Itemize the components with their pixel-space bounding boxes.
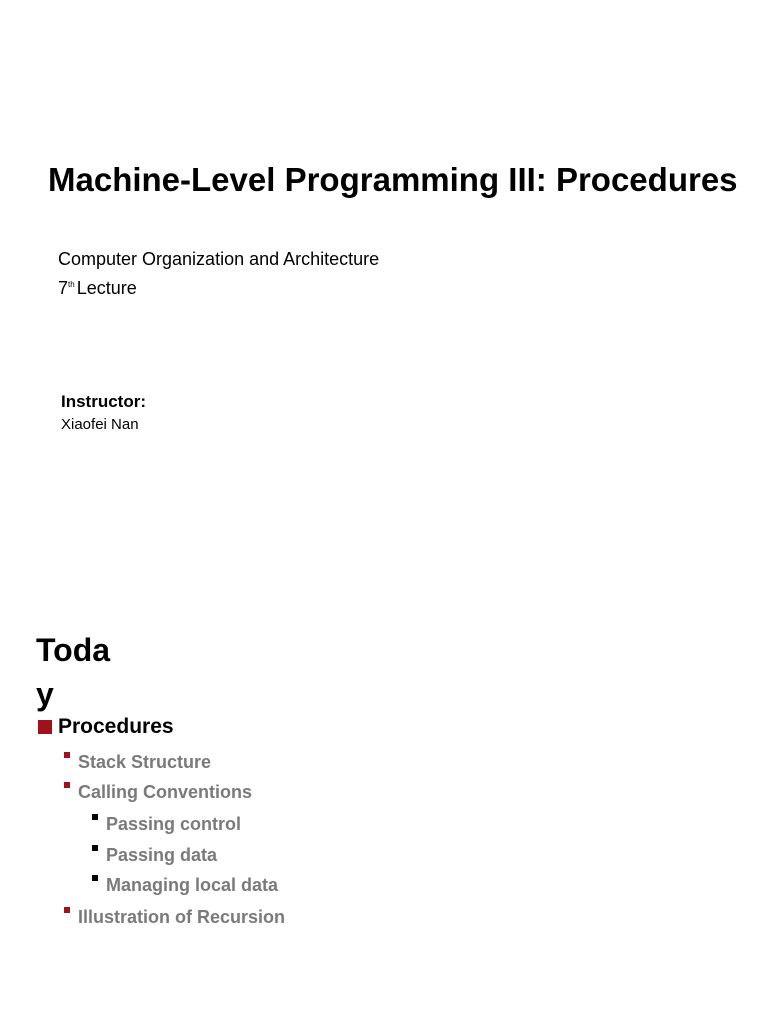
outline-item-calling-conventions <box>64 781 252 803</box>
outline-subitem-managing-local-data <box>92 874 278 896</box>
subtitle-block <box>58 246 379 301</box>
outline-item-illustration-of-recursion <box>64 906 285 928</box>
lecture-line <box>58 272 379 301</box>
instructor-name: Xiaofei Nan <box>61 416 139 433</box>
square-bullet-icon <box>64 907 70 913</box>
course-name: Computer Organization and Architecture <box>58 249 380 269</box>
outline-section <box>38 713 174 741</box>
square-bullet-icon <box>64 782 70 788</box>
outline-subitem-passing-data <box>92 844 217 866</box>
lecture-number: 7 <box>58 278 69 298</box>
square-bullet-icon <box>92 875 98 881</box>
outline-subitem-label: Passing data <box>106 845 218 865</box>
square-bullet-icon <box>92 845 98 851</box>
square-bullet-icon <box>64 752 70 758</box>
outline-item-label: Stack Structure <box>78 752 212 772</box>
outline-subitem-label: Managing local data <box>106 875 279 895</box>
lecture-word: Lecture <box>76 278 137 298</box>
lecture-ordinal-suffix: th <box>68 280 75 289</box>
outline-section-label: Procedures <box>58 715 174 738</box>
instructor-label: Instructor: <box>61 392 146 411</box>
outline-item-stack-structure <box>64 751 211 773</box>
square-bullet-icon <box>92 814 98 820</box>
slide-title: Machine-Level Programming III: Procedures <box>48 161 738 198</box>
outline-subitem-passing-control <box>92 813 241 835</box>
square-bullet-icon <box>38 720 52 734</box>
outline-item-label: Calling Conventions <box>78 782 253 802</box>
today-heading: Today <box>36 632 111 712</box>
outline-item-label: Illustration of Recursion <box>78 907 286 927</box>
outline-subitem-label: Passing control <box>106 814 242 834</box>
